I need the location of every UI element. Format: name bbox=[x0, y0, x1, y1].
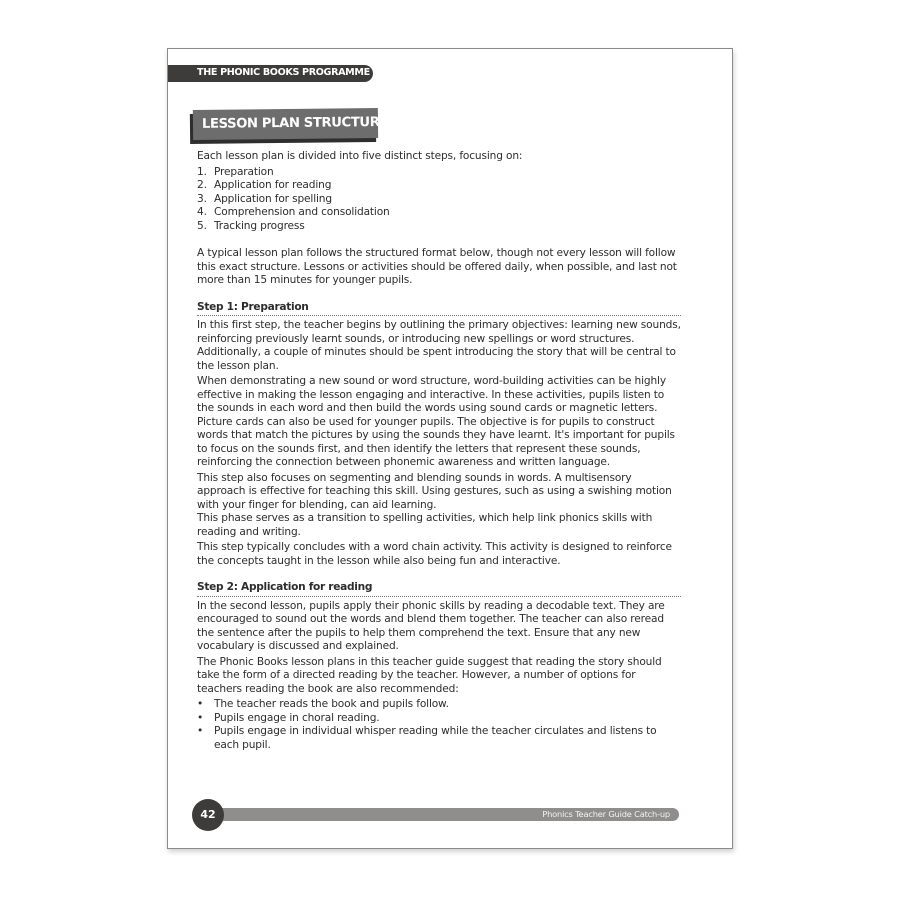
bullet-marker: • bbox=[197, 711, 204, 724]
typical-format-text: A typical lesson plan follows the structured format below, though not every lesson will follow this exact structure. Lessons or activities should be offered daily, when possible, and last not more than 15 minutes for younger pupils. bbox=[197, 247, 677, 286]
list-marker: 5. bbox=[197, 219, 207, 232]
list-item-text: Pupils engage in choral reading. bbox=[214, 711, 380, 724]
list-marker: 4. bbox=[197, 206, 207, 218]
page-number: 42 bbox=[200, 808, 216, 821]
list-item-text: Application for reading bbox=[214, 179, 332, 191]
footer-book-title: Phonics Teacher Guide Catch-up bbox=[542, 809, 670, 819]
list-item bbox=[197, 193, 681, 207]
list-item bbox=[197, 712, 681, 726]
running-header-title: THE PHONIC BOOKS PROGRAMME bbox=[197, 67, 370, 78]
intro-text: Each lesson plan is divided into five distinct steps, focusing on: bbox=[197, 150, 523, 162]
step1-heading: Step 1: Preparation bbox=[197, 301, 681, 317]
list-item-text: Pupils engage in individual whisper reading while the teacher circulates and listens to each pupil. bbox=[214, 725, 657, 751]
list-item-text: Preparation bbox=[214, 165, 274, 178]
list-item-text: The teacher reads the book and pupils follow. bbox=[214, 698, 449, 710]
step1-paragraph: This step typically concludes with a word chain activity. This activity is designed to reinforce the concepts taught in the lesson while also being fun and interactive. bbox=[197, 541, 672, 567]
step1-paragraph: In this first step, the teacher begins by outlining the primary objectives: learning new sounds, reinforcing previously learnt sounds, or introducing new spellings or word structures. Additionally, a couple of minutes should be spent introducing the story that will be central to the lesson plan. bbox=[197, 319, 681, 372]
bullet-marker: • bbox=[197, 725, 204, 737]
list-item bbox=[197, 698, 681, 712]
list-item-text: Tracking progress bbox=[214, 219, 305, 232]
section-title: LESSON PLAN STRUCTURE bbox=[201, 114, 389, 132]
running-header bbox=[168, 65, 373, 82]
reading-options-list bbox=[197, 698, 681, 752]
list-item-text: Application for spelling bbox=[214, 192, 332, 205]
step1-paragraph: This step also focuses on segmenting and blending sounds in words. A multisensory approach is effective for teaching this skill. Using gestures, such as using a swishing motion with your finger for blending, can aid learning. bbox=[197, 471, 672, 511]
step2-paragraph: In the second lesson, pupils apply their phonic skills by reading a decodable text. They are encouraged to sound out the words and blend them together. The teacher can also reread the sentence after the pupils to help them comprehend the text. Ensure that any new vocabulary is discussed and explained. bbox=[197, 599, 665, 652]
list-marker: 1. bbox=[197, 165, 207, 178]
step1-paragraph: This phase serves as a transition to spelling activities, which help link phonics skills with reading and writing. bbox=[197, 512, 653, 538]
page-content bbox=[197, 150, 681, 752]
bullet-marker: • bbox=[197, 698, 204, 710]
spacer bbox=[197, 233, 681, 247]
section-title-box bbox=[193, 108, 389, 140]
list-marker: 2. bbox=[197, 179, 207, 191]
list-item bbox=[197, 166, 681, 180]
list-item bbox=[197, 179, 681, 193]
list-item bbox=[197, 220, 681, 234]
step2-paragraph: The Phonic Books lesson plans in this teacher guide suggest that reading the story should take the form of a directed reading by the teacher. However, a number of options for teachers reading the book are also recommended: bbox=[197, 655, 662, 695]
list-item bbox=[197, 206, 681, 220]
footer-bar bbox=[208, 808, 679, 821]
steps-list bbox=[197, 166, 681, 234]
document-page bbox=[167, 48, 733, 849]
list-item-text: Comprehension and consolidation bbox=[214, 206, 390, 218]
step2-heading: Step 2: Application for reading bbox=[197, 581, 681, 597]
list-marker: 3. bbox=[197, 192, 207, 205]
page-number-badge bbox=[192, 799, 224, 831]
list-item bbox=[197, 725, 681, 752]
step1-paragraph: When demonstrating a new sound or word structure, word-building activities can be highly effective in making the lesson engaging and interactive. In these activities, pupils listen to the sounds in each word and then build the words using sound cards or magnetic letters. Picture cards can also be used for younger pupils. The objective is for pupils to construct words that match the pictures by using the sounds they have learnt. It's important for pupils to focus on the sounds first, and then identify the letters that represent these sounds, reinforcing the connection between phonemic awareness and written language. bbox=[197, 375, 675, 468]
